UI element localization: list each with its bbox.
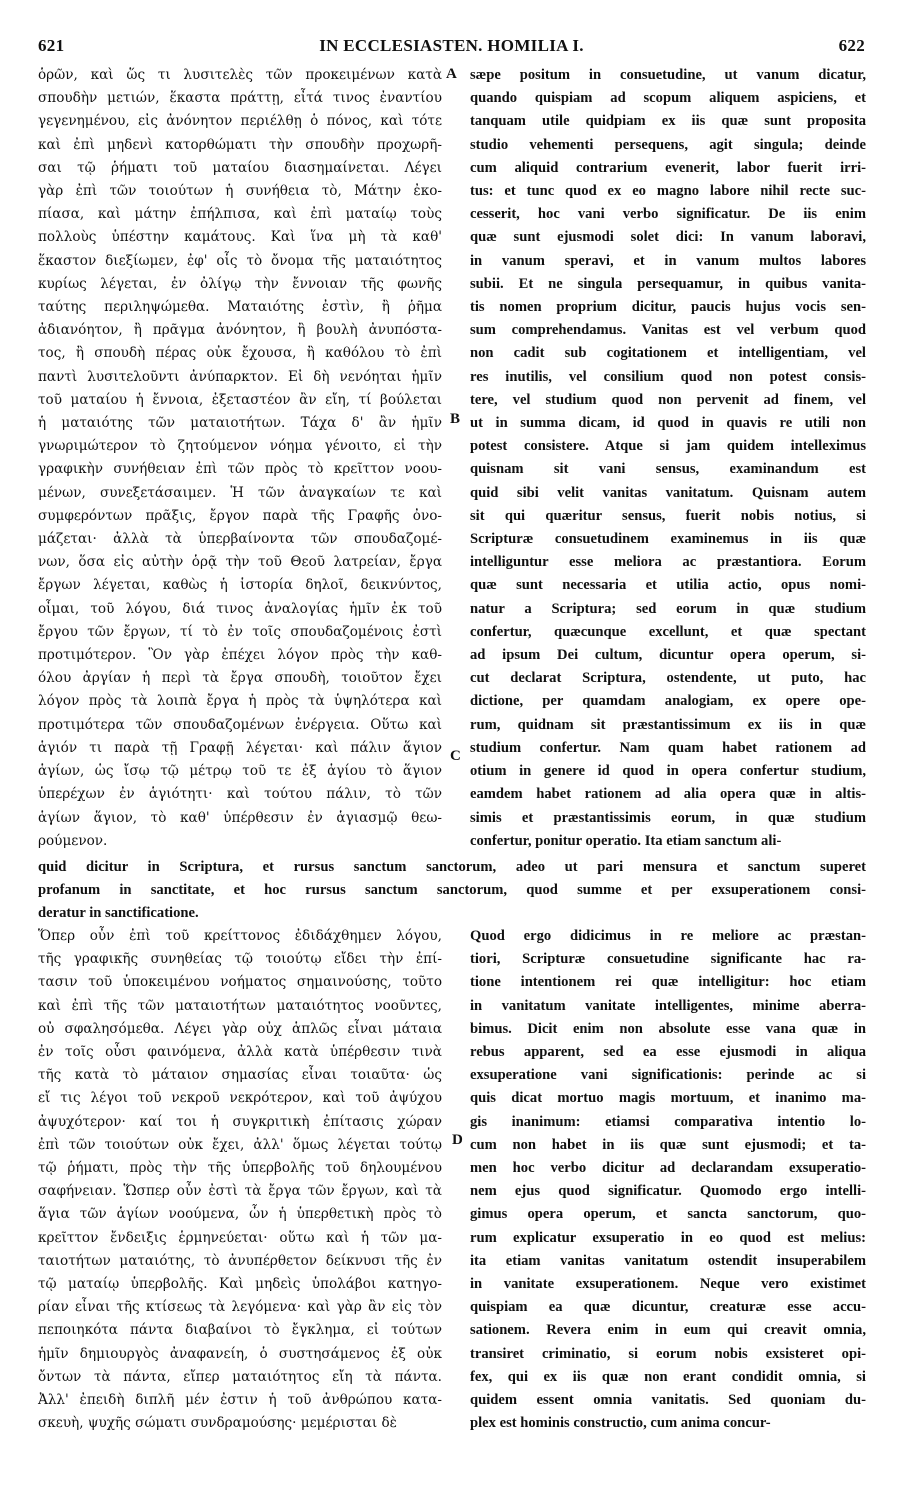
latin-top-line: non cadit sub cogitationem et intelligentiam, vel	[470, 345, 866, 362]
greek-top-line: προτιμότερον. Ὃν γὰρ ἐπέχει λόγον πρὸς τὴν καθ-	[38, 647, 442, 664]
greek-bottom-line: ἅγια τῶν ἁγίων νοούμενα, ὧν ἡ ὑπερθετικὴ πρὸς τὸ	[38, 1206, 442, 1223]
page-number-right: 622	[838, 36, 865, 55]
running-header	[38, 34, 865, 58]
greek-bottom-line: ἐπὶ τῶν τοιούτων οὐκ ἔχει, ἀλλ' ὅμως λέγεται τούτῳ	[38, 1136, 442, 1153]
latin-bottom-line: quis dicat mortuo magis mortuum, et inanimo ma-	[470, 1090, 866, 1107]
latin-bottom-line: cum non habet in iis quæ sunt ejusmodi; et ta-	[470, 1136, 866, 1153]
latin-top-line: sæpe positum in consuetudine, ut vanum dicatur,	[470, 67, 866, 83]
greek-top-line: ρούμενον.	[38, 832, 108, 849]
latin-column-bottom	[470, 925, 866, 1435]
latin-top-line: dictione, per quamdam analogiam, ex opere ope-	[470, 693, 866, 710]
latin-top-line: Scripturæ consuetudinem examinemus in iis quæ	[470, 531, 866, 548]
latin-full-width-paragraph	[38, 856, 866, 926]
greek-top-line: μένων, συνεξετάσαιμεν. Ἡ τῶν ἀναγκαίων τε καὶ	[38, 484, 442, 501]
greek-bottom-line: τῆς κατὰ τὸ μάταιον σημασίας εἶναι τοιαῦτα· ὡς	[38, 1067, 442, 1084]
latin-column-top	[470, 64, 866, 853]
greek-top-line: ἁγιόν τι παρὰ τῇ Γραφῇ λέγεται· καὶ πάλιν ἅγιον	[38, 739, 442, 756]
latin-top-line: ad ipsum Dei cultum, dicuntur opera operum, si-	[470, 647, 866, 664]
greek-top-line: ἔργου τῶν ἔργων, τί τὸ ἐν τοῖς σπουδαζομένοις ἐστὶ	[38, 623, 442, 640]
greek-bottom-line: Ἀλλ' ἐπειδὴ διπλῆ μέν ἐστιν ἡ τοῦ ἀνθρώπου κατα-	[38, 1392, 442, 1409]
greek-bottom-line: σαφήνειαν. Ὥσπερ οὖν ἐστὶ τὰ ἔργα τῶν ἔργων, καὶ τὰ	[38, 1183, 442, 1200]
latin-top-line: quisnam sit vani sensus, examinandum est	[470, 461, 866, 478]
latin-bottom-line: quidem essent omnia vanitatis. Sed quoniam du-	[470, 1392, 866, 1409]
margin-letter-b: B	[450, 411, 461, 427]
greek-top-line: τος, ἢ σπουδὴ πέρας οὐκ ἔχουσα, ἢ καθόλου τὸ ἐπὶ	[38, 345, 442, 362]
greek-bottom-line: οὐ σφαλησόμεθα. Λέγει γὰρ οὐχ ἁπλῶς εἶναι μάταια	[38, 1020, 442, 1037]
full-line-2: profanum in sanctitate, et hoc rursus sanctum sanctorum, quod summe et per exsuperationem consi-	[38, 882, 866, 899]
greek-top-line: σπουδὴν μετιών, ἕκαστα πράττῃ, εἶτά τινος ἐναντίου	[38, 90, 442, 107]
latin-top-line: confertur, ponitur operatio. Ita etiam sanctum ali-	[470, 832, 782, 849]
latin-bottom-line: in vanitatum vanitate intelligentes, minime aberra-	[470, 997, 866, 1014]
greek-top-line: όλου ἀργίαν ἡ περὶ τὰ ἔργα σπουδὴ, τοιοῦτον ἔχει	[38, 670, 442, 687]
greek-bottom-line: τῷ ματαίῳ ὑπερβολῆς. Καὶ μηδεὶς ὑπολάβοι κατηγο-	[38, 1276, 442, 1293]
latin-top-line: sum comprehendamus. Vanitas est vel verbum quod	[470, 322, 866, 339]
greek-top-line: οἶμαι, τοῦ λόγου, διά τινος ἀναλογίας ἡμῖν ἐκ τοῦ	[38, 600, 442, 617]
latin-top-line: otium in genere id quod in opera confertur studium,	[470, 763, 866, 780]
greek-top-line: λόγον πρὸς τὰ λοιπὰ ἔργα ἡ πρὸς τὰ ὑψηλότερα καὶ	[38, 693, 442, 710]
greek-top-line: τοῦ ματαίου ἡ ἔννοια, ἐξεταστέον ἂν εἴη, τί βούλεται	[38, 391, 442, 408]
greek-top-line: νων, ὅσα εἰς αὐτὴν ὁρᾷ τὴν τοῦ Θεοῦ λατρείαν, ἔργα	[38, 554, 442, 571]
greek-top-line: συμφερόντων πρᾶξις, ἔργον παρὰ τῆς Γραφῆς ὀνο-	[38, 507, 442, 524]
latin-bottom-line: exsuperatione vani significationis: perinde ac si	[470, 1067, 866, 1084]
latin-top-line: cut declarat Scriptura, ostendente, ut puto, hac	[470, 670, 866, 687]
latin-top-line: ut in summa dicam, id quod in quavis re utili non	[470, 415, 866, 432]
greek-column-top	[38, 64, 442, 853]
latin-bottom-line: rebus apparent, sed ea esse ejusmodi in aliqua	[470, 1044, 866, 1061]
latin-bottom-line: gis inanimum: etiamsi comparativa intentio lo-	[470, 1113, 866, 1130]
greek-top-line: καὶ ἐπὶ μηδενὶ κατορθώματι τὴν σπουδὴν προχωρῆ-	[38, 136, 442, 153]
latin-top-line: potest consistere. Atque si jam quidem intelleximus	[470, 438, 866, 455]
latin-top-line: cum aliquid contrarium evenerit, labor fuerit irri-	[470, 159, 866, 176]
full-line-3: deratur in sanctificatione.	[38, 905, 199, 922]
latin-top-line: quæ sunt necessaria et utilia actio, opus nomi-	[470, 577, 866, 594]
greek-top-line: κυρίως λέγεται, ἐν ὀλίγῳ τὴν ἔννοιαν τῆς φωνῆς	[38, 275, 442, 292]
latin-top-line: res inutilis, vel consilium quod non potest consis-	[470, 368, 866, 385]
greek-top-line: ἕκαστον διεξίωμεν, ἐφ' οἷς τὸ ὄνομα τῆς ματαιότητος	[38, 252, 442, 269]
greek-top-line: γραφικὴν συνήθειαν ἐπὶ τῶν πρὸς τὸ κρεῖττον νοου-	[38, 461, 442, 478]
greek-column-bottom	[38, 925, 442, 1435]
latin-bottom-line: quispiam ea quæ dicuntur, creaturæ esse accu-	[470, 1299, 866, 1316]
latin-bottom-line: men hoc verbo dicitur ad declarandam exsuperatio-	[470, 1160, 866, 1177]
greek-top-line: ἔργων λέγεται, καθὼς ἡ ἱστορία δηλοῖ, δεικνύντος,	[38, 577, 442, 594]
latin-bottom-line: plex est hominis constructio, cum anima concur-	[470, 1415, 771, 1432]
greek-top-line: γνωριμώτερον τὸ ζητούμενον νόημα γένοιτο, εἰ τὴν	[38, 438, 442, 455]
greek-top-line: σαι τῷ ῥήματι τοῦ ματαίου διασημαίνεται. Λέγει	[38, 159, 442, 176]
page-number-left: 621	[38, 36, 65, 55]
greek-bottom-line: ἀψυχότερον· καί τοι ἡ συγκριτικὴ ἐπίτασις χώραν	[38, 1113, 442, 1130]
latin-top-line: subii. Et ne singula persequamur, in quibus vanita-	[470, 275, 866, 292]
greek-top-line: πολλοὺς ὑπέστην καμάτους. Καὶ ἵνα μὴ τὰ καθ'	[38, 229, 442, 246]
latin-top-line: in vanum speravi, et in vanum multos labores	[470, 252, 866, 269]
running-title: IN ECCLESIASTEN. HOMILIA I.	[319, 36, 584, 55]
greek-top-line: ἁγίων ἅγιον, τὸ καθ' ὑπέρθεσιν ἐν ἁγιασμῷ θεω-	[38, 809, 442, 826]
margin-letter-d: D	[452, 1132, 463, 1148]
latin-top-line: natur a Scriptura; sed eorum in quæ studium	[470, 600, 866, 617]
latin-bottom-line: fex, qui ex iis quæ non erant condidit omnia, si	[470, 1368, 866, 1385]
latin-top-line: studium confertur. Nam quam habet rationem ad	[470, 739, 866, 756]
latin-top-line: tere, vel studium quod non pervenit ad finem, vel	[470, 391, 866, 408]
latin-bottom-line: bimus. Dicit enim non absolute esse vana quæ in	[470, 1020, 866, 1037]
latin-bottom-line: tiori, Scripturæ consuetudine significante hac ra-	[470, 951, 866, 968]
greek-bottom-line: ἐν τοῖς οὖσι φαινόμενα, ἀλλὰ κατὰ ὑπέρθεσιν τινὰ	[38, 1044, 442, 1061]
greek-bottom-line: εἴ τις λέγοι τοῦ νεκροῦ νεκρότερον, καὶ τοῦ ἀψύχου	[38, 1090, 442, 1107]
greek-top-line: ἀδιανόητον, ἢ πρᾶγμα ἀνόνητον, ἢ βουλὴ ἀνυπόστα-	[38, 322, 442, 339]
greek-top-line: ἡ ματαιότης τῶν ματαιοτήτων. Τάχα δ' ἂν ἡμῖν	[38, 415, 442, 432]
greek-bottom-line: καὶ ἐπὶ τῆς τῶν ματαιοτήτων ματαιότητος νοοῦντες,	[38, 997, 442, 1014]
greek-top-line: ὑπερέχων ἐν ἁγιότητι· καὶ τούτου πάλιν, τὸ τῶν	[38, 786, 442, 803]
greek-top-line: πίασα, καὶ μάτην ἐπήλπισα, καὶ ἐπὶ ματαίῳ τοὺς	[38, 206, 442, 223]
greek-top-line: γεγενημένου, εἰς ἀνόνητον περιέλθῃ ὁ πόνος, καὶ τότε	[38, 113, 442, 130]
greek-top-line: ταύτης περιληψώμεθα. Ματαιότης ἐστὶν, ἢ ῥῆμα	[38, 299, 442, 316]
latin-bottom-line: tione intentionem rei quæ intelligitur: hoc etiam	[470, 974, 866, 991]
greek-bottom-line: τῷ ῥήματι, πρὸς τὴν τῆς ὑπερβολῆς τοῦ δηλουμένου	[38, 1160, 442, 1177]
greek-bottom-line: Ὅπερ οὖν ἐπὶ τοῦ κρείττονος ἐδιδάχθημεν λόγου,	[38, 928, 442, 944]
greek-top-line: προτιμότερα τῶν σπουδαζομένων ἐνέργεια. Οὕτω καὶ	[38, 716, 442, 733]
greek-bottom-line: ρίαν εἶναι τῆς κτίσεως τὰ λεγόμενα· καὶ γὰρ ἂν εἰς τὸν	[38, 1299, 442, 1316]
latin-top-line: quando quispiam ad scopum aliquem aspiciens, et	[470, 90, 866, 107]
full-line-1: quid dicitur in Scriptura, et rursus sanctum sanctorum, adeo ut pari mensura et sanctum superet	[38, 859, 866, 875]
latin-bottom-line: transiret criminatio, si eorum nobis exsisteret opi-	[470, 1345, 866, 1362]
greek-bottom-line: σκευὴ, ψυχῆς σώματι συνδραμούσης· μεμέρισται δὲ	[38, 1415, 397, 1432]
greek-top-line: παντὶ λυσιτελοῦντι ἀνύπαρκτον. Εἰ δὴ νενόηται ἡμῖν	[38, 368, 442, 385]
latin-top-line: cesserit, hoc vani verbo significatur. De iis enim	[470, 206, 866, 223]
latin-bottom-line: gimus opera operum, et sancta sanctorum, quo-	[470, 1206, 866, 1223]
greek-bottom-line: ἡμῖν δημιουργὸς ἀναφανείη, ὁ συστησάμενος ἐξ οὐκ	[38, 1345, 442, 1362]
greek-top-line: γὰρ ἐπὶ τῶν τοιούτων ἡ συνήθεια τὸ, Μάτην ἐκο-	[38, 183, 442, 200]
margin-letter-c: C	[450, 748, 461, 764]
greek-bottom-line: πεποιηκότα πάντα διαβαίνοι τὸ ἔγκλημα, εἰ τούτων	[38, 1322, 442, 1339]
greek-bottom-line: τῆς γραφικῆς συνηθείας τῷ τοιούτῳ εἴδει τὴν ἐπί-	[38, 951, 442, 968]
latin-bottom-line: Quod ergo didicimus in re meliore ac præstan-	[470, 928, 866, 944]
greek-bottom-line: ὄντων τὰ πάντα, εἴπερ ματαιότητος εἴη τὰ πάντα.	[38, 1368, 442, 1385]
latin-top-line: rum, quidnam sit præstantissimum ex iis in quæ	[470, 716, 866, 733]
greek-bottom-line: κρεῖττον ἔνδειξις ἑρμηνεύεται· οὕτω καὶ ἡ τῶν μα-	[38, 1229, 442, 1246]
greek-top-line: ἁγίων, ὡς ἴσῳ τῷ μέτρῳ τοῦ τε ἐξ ἁγίου τὸ ἅγιον	[38, 763, 442, 780]
latin-top-line: simis et præstantissimis eorum, in quæ studium	[470, 809, 866, 826]
latin-top-line: tus: et tunc quod ex eo magno labore nihil recte suc-	[470, 183, 866, 200]
latin-top-line: intelliguntur esse meliora ac præstantiora. Eorum	[470, 554, 866, 571]
latin-top-line: quid sibi velit vanitas vanitatum. Quisnam autem	[470, 484, 866, 501]
greek-top-line: ὁρῶν, καὶ ὥς τι λυσιτελὲς τῶν προκειμένων κατὰ	[38, 67, 442, 83]
latin-bottom-line: rum explicatur exsuperatio in eo quod est melius:	[470, 1229, 866, 1246]
latin-top-line: quæ sunt ejusmodi solet dici: In vanum laboravi,	[470, 229, 866, 246]
latin-bottom-line: in vanitate exsuperationem. Neque vero existimet	[470, 1276, 866, 1293]
greek-top-line: μάζεται· ἀλλὰ τὰ ὑπερβαίνοντα τῶν σπουδαζομέ-	[38, 531, 442, 548]
latin-top-line: tis nomen proprium dicitur, paucis hujus vocis sen-	[470, 299, 866, 316]
latin-bottom-line: nem ejus quod significatur. Quomodo ergo intelli-	[470, 1183, 866, 1200]
latin-top-line: sit qui quæritur sensus, fuerit nobis notius, si	[470, 507, 866, 524]
greek-bottom-line: τασιν τοῦ ὑποκειμένου νοήματος σημαινούσης, τοῦτο	[38, 974, 442, 991]
latin-top-line: eamdem habet rationem ad alia opera quæ in altis-	[470, 786, 866, 803]
latin-bottom-line: ita etiam vanitas vanitatum ostendit insuperabilem	[470, 1252, 866, 1269]
margin-letter-a: A	[446, 66, 457, 82]
latin-top-line: studio vehementi persequens, agit singula; deinde	[470, 136, 866, 153]
latin-top-line: tanquam utile quidpiam ex iis quæ sunt proposita	[470, 113, 866, 130]
latin-top-line: confertur, quæcunque excellunt, et quæ spectant	[470, 623, 866, 640]
latin-bottom-line: sationem. Revera enim in eum qui creavit omnia,	[470, 1322, 866, 1339]
greek-bottom-line: ταιοτήτων ματαιότης, τὸ ἀνυπέρθετον δείκνυσι τῆς ἐν	[38, 1252, 442, 1269]
